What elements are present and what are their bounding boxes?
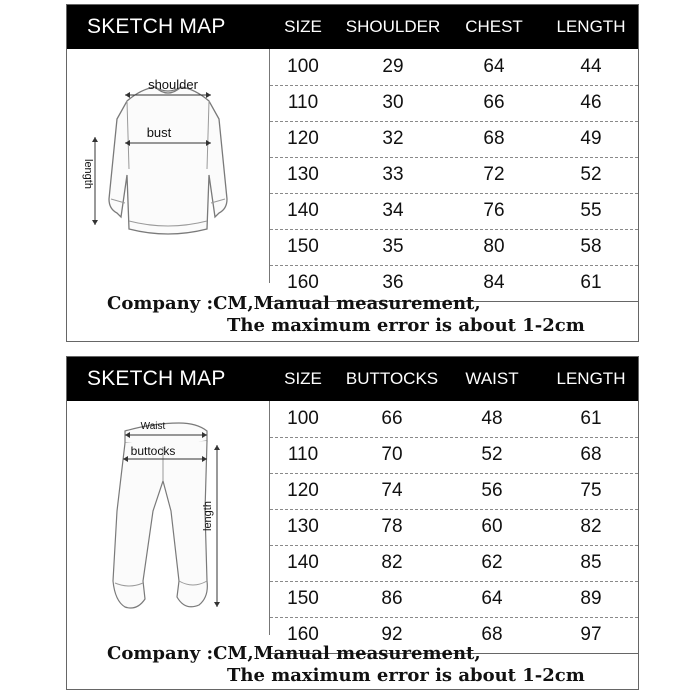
waist-label: Waist [140,421,166,432]
length-cell: 97 [580,624,602,645]
shoulder-cell: 33 [382,164,404,185]
shoulder-cell: 29 [382,56,404,77]
col-header-size: SIZE [284,369,322,388]
length-cell: 68 [580,444,602,465]
length-cell: 49 [580,128,602,149]
measurement-note [67,637,638,693]
shoulder-cell: 35 [382,236,404,257]
chest-cell: 66 [483,92,505,113]
length-cell: 44 [580,56,602,77]
shoulder-cell: 34 [382,200,404,221]
size-cell: 150 [287,236,319,257]
waist-cell: 56 [481,480,503,501]
size-cell: 140 [287,552,319,573]
col-header-waist: WAIST [465,369,519,388]
note-line-1: Company :CM,Manual measurement, [107,293,481,314]
length-cell: 89 [580,588,602,609]
buttocks-cell: 70 [381,444,403,465]
length-label: length [202,501,214,531]
chest-cell: 64 [483,56,505,77]
size-cell: 150 [287,588,319,609]
shoulder-cell: 32 [382,128,404,149]
length-cell: 82 [580,516,602,537]
col-header-length: LENGTH [556,17,626,36]
size-cell: 110 [287,444,319,465]
table-row [270,157,638,194]
note-line-2: The maximum error is about 1-2cm [227,315,585,336]
table-row [270,509,638,546]
sketch-map-title: SKETCH MAP [87,367,226,390]
buttocks-cell: 74 [381,480,403,501]
size-cell: 140 [287,200,319,221]
length-cell: 46 [580,92,602,113]
shoulder-label: shoulder [148,77,198,92]
shirt-outline-icon [67,49,269,283]
chest-cell: 68 [483,128,505,149]
size-cell: 120 [287,480,319,501]
note-line-1: Company :CM,Manual measurement, [107,643,481,664]
table-row [270,473,638,510]
shoulder-cell: 30 [382,92,404,113]
pants-sketch [67,401,270,635]
table-row [270,121,638,158]
table-row [270,49,638,86]
buttocks-cell: 82 [381,552,403,573]
chest-cell: 80 [483,236,505,257]
table-row [270,229,638,266]
shirt-sketch [67,49,270,283]
waist-cell: 48 [481,408,503,429]
size-cell: 160 [287,624,319,645]
size-cell: 120 [287,128,319,149]
table-row [270,85,638,122]
chest-cell: 76 [483,200,505,221]
size-cell: 130 [287,164,319,185]
bust-label: bust [146,125,172,140]
table-header [67,5,638,49]
size-cell: 160 [287,272,319,293]
table-header [67,357,638,401]
col-header-chest: CHEST [465,17,523,36]
length-cell: 75 [580,480,602,501]
shoulder-cell: 36 [382,272,404,293]
length-label: length [82,159,94,189]
table-row [270,437,638,474]
note-line-2: The maximum error is about 1-2cm [227,665,585,686]
buttocks-label: buttocks [130,444,176,458]
size-cell: 130 [287,516,319,537]
table-row [270,401,638,438]
col-header-size: SIZE [284,17,322,36]
buttocks-cell: 92 [381,624,403,645]
buttocks-cell: 86 [381,588,403,609]
length-cell: 58 [580,236,602,257]
col-header-buttocks: BUTTOCKS [345,369,439,388]
col-header-shoulder: SHOULDER [345,17,441,36]
size-cell: 110 [287,92,319,113]
buttocks-cell: 78 [381,516,403,537]
waist-cell: 62 [481,552,503,573]
shirt-size-table [66,4,639,342]
length-cell: 85 [580,552,602,573]
pants-size-table [66,356,639,690]
buttocks-cell: 66 [381,408,403,429]
length-cell: 61 [580,408,602,429]
length-cell: 52 [580,164,602,185]
length-cell: 61 [580,272,602,293]
waist-cell: 68 [481,624,503,645]
chest-cell: 72 [483,164,505,185]
col-header-length: LENGTH [556,369,626,388]
waist-cell: 64 [481,588,503,609]
length-cell: 55 [580,200,602,221]
chest-cell: 84 [483,272,505,293]
pants-outline-icon [67,401,269,635]
table-row [270,193,638,230]
table-row [270,545,638,582]
size-cell: 100 [287,408,319,429]
size-cell: 100 [287,56,319,77]
sketch-map-title: SKETCH MAP [87,15,226,38]
table-row [270,581,638,618]
waist-cell: 52 [481,444,503,465]
measurement-note [67,287,638,343]
waist-cell: 60 [481,516,503,537]
